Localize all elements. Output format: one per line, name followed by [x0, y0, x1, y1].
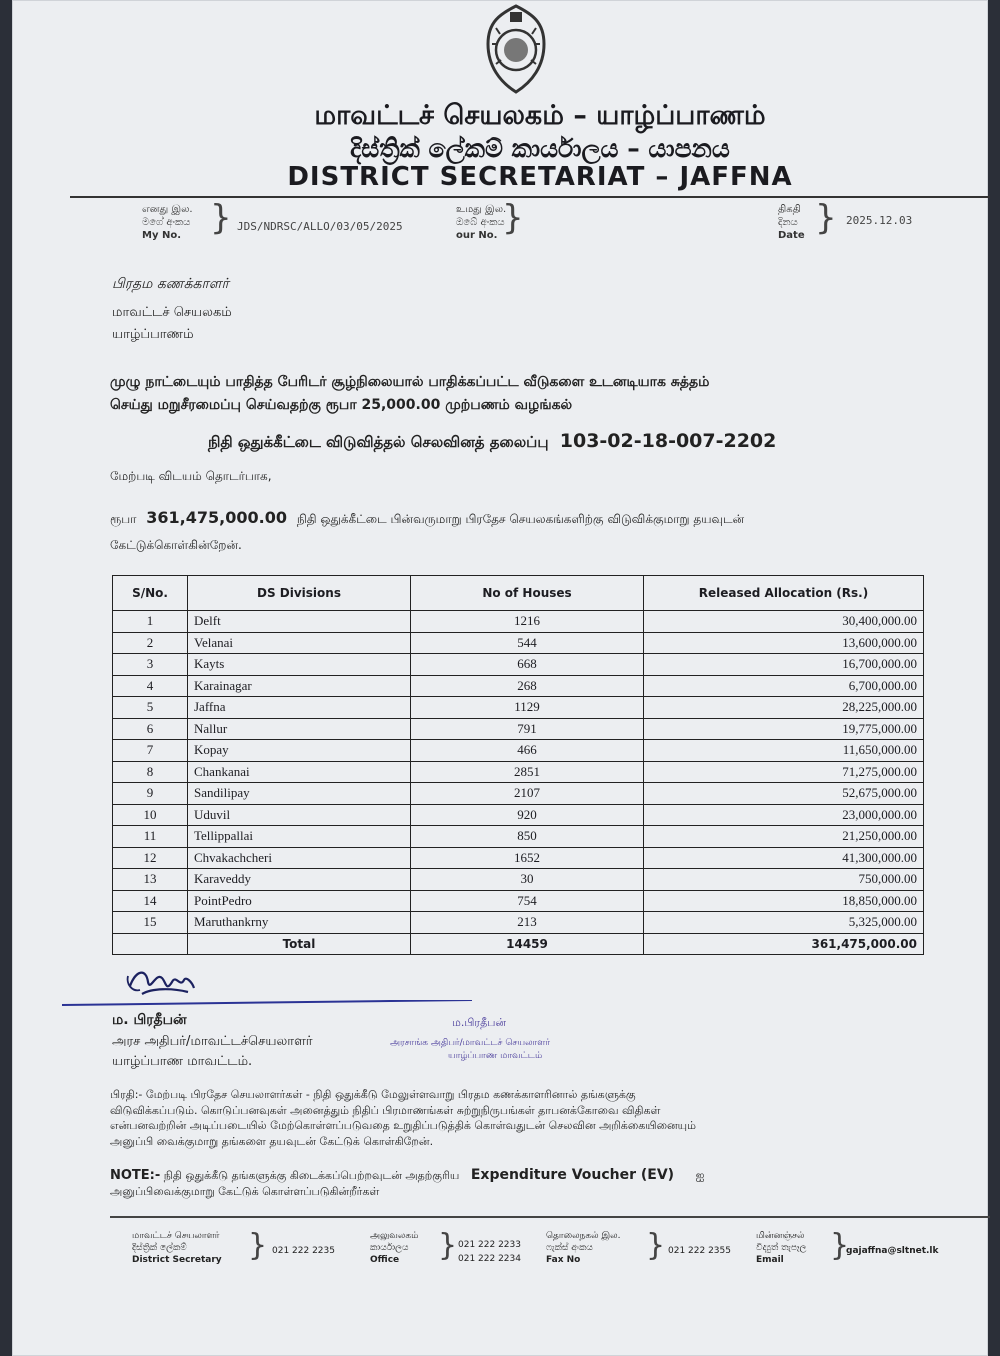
- total-empty-cell: [113, 933, 188, 955]
- footer-ds-sinhala: දිස්ත්‍රික් ලේකම්: [132, 1243, 187, 1253]
- total-label: Total: [188, 933, 411, 955]
- brace-icon: }: [438, 1228, 458, 1263]
- row-sno: 13: [113, 869, 188, 891]
- row-sno: 6: [113, 718, 188, 740]
- subject-line3: [208, 430, 776, 453]
- footer-fax-sinhala: ෆැක්ස් අංකය: [546, 1243, 593, 1253]
- national-emblem-icon: [480, 4, 552, 94]
- subject-line3-prefix: நிதி ஒதுக்கீட்டை விடுவித்தல் செலவினத் தலைப்பு: [208, 433, 549, 451]
- row-division: Jaffna: [188, 697, 411, 719]
- table-row: [113, 783, 924, 805]
- row-division: Chvakachcheri: [188, 847, 411, 869]
- header-sinhala: දිස්ත්‍රික් ලේකම් කාර්යාලය – යාපනය: [350, 134, 730, 163]
- row-allocation: 6,700,000.00: [644, 675, 924, 697]
- row-sno: 9: [113, 783, 188, 805]
- table-row: [113, 890, 924, 912]
- row-houses: 544: [411, 632, 644, 654]
- footer-ds-phone: 021 222 2235: [272, 1246, 335, 1256]
- row-sno: 11: [113, 826, 188, 848]
- row-houses: 30: [411, 869, 644, 891]
- table-row: [113, 654, 924, 676]
- row-allocation: 18,850,000.00: [644, 890, 924, 912]
- signatory-name: ம. பிரதீபன்: [112, 1012, 187, 1028]
- row-houses: 1216: [411, 611, 644, 633]
- header-no-of-houses: No of Houses: [411, 576, 644, 611]
- allocation-table: [112, 575, 924, 955]
- your-no-tamil: உமது இல.: [456, 204, 507, 215]
- total-allocation: 361,475,000.00: [644, 933, 924, 955]
- your-no-label: our No.: [456, 230, 498, 241]
- row-houses: 466: [411, 740, 644, 762]
- date-tamil: திகதி: [778, 204, 801, 215]
- date-sinhala: දිනය: [778, 217, 798, 228]
- signatory-place: யாழ்ப்பாண மாவட்டம்.: [112, 1054, 253, 1069]
- footer-fax-block: [546, 1230, 621, 1266]
- signatory-title: அரச அதிபர்/மாவட்டச்செயலாளர்: [112, 1034, 313, 1049]
- stamp-name: ம.பிரதீபன்: [452, 1016, 507, 1029]
- row-division: Sandilipay: [188, 783, 411, 805]
- row-allocation: 21,250,000.00: [644, 826, 924, 848]
- row-sno: 7: [113, 740, 188, 762]
- body-line2: கேட்டுக்கொள்கின்றேன்.: [110, 538, 242, 552]
- row-sno: 1: [113, 611, 188, 633]
- body-amount: 361,475,000.00: [146, 508, 287, 527]
- row-houses: 2851: [411, 761, 644, 783]
- body-prefix: ரூபா: [110, 512, 137, 526]
- row-sno: 12: [113, 847, 188, 869]
- my-no-tamil: எனது இல.: [142, 204, 193, 215]
- header-sno: S/No.: [113, 576, 188, 611]
- row-division: Nallur: [188, 718, 411, 740]
- brace-icon: }: [815, 198, 837, 238]
- table-row: [113, 826, 924, 848]
- header-ds-divisions: DS Divisions: [188, 576, 411, 611]
- footer-fax-tamil: தொலைநகல் இல.: [546, 1231, 621, 1241]
- header-released-allocation: Released Allocation (Rs.): [644, 576, 924, 611]
- brace-icon: }: [830, 1228, 850, 1263]
- row-sno: 10: [113, 804, 188, 826]
- row-allocation: 750,000.00: [644, 869, 924, 891]
- footer-office-label: Office: [370, 1255, 400, 1265]
- footer-office-block: [370, 1230, 418, 1266]
- row-houses: 791: [411, 718, 644, 740]
- date-value: 2025.12.03: [846, 214, 913, 227]
- row-division: Maruthankrny: [188, 912, 411, 934]
- row-allocation: 52,675,000.00: [644, 783, 924, 805]
- table-row: [113, 804, 924, 826]
- row-division: Uduvil: [188, 804, 411, 826]
- brace-icon: }: [210, 198, 232, 238]
- note-ev: Expenditure Voucher (EV): [470, 1167, 675, 1183]
- row-houses: 213: [411, 912, 644, 934]
- expenditure-head-code: 103-02-18-007-2202: [559, 430, 777, 452]
- header-divider: [70, 196, 990, 198]
- row-division: Velanai: [188, 632, 411, 654]
- row-allocation: 30,400,000.00: [644, 611, 924, 633]
- row-division: PointPedro: [188, 890, 411, 912]
- row-allocation: 23,000,000.00: [644, 804, 924, 826]
- footer-office-phone2: 021 222 2234: [458, 1254, 521, 1264]
- footer-office-sinhala: කාර්යාලය: [370, 1243, 409, 1253]
- brace-icon: }: [646, 1228, 666, 1263]
- copy-note: [110, 1087, 990, 1149]
- table-row: [113, 912, 924, 934]
- stamp-place: யாழ்ப்பாண மாவட்டம்: [448, 1051, 543, 1061]
- row-houses: 2107: [411, 783, 644, 805]
- row-division: Delft: [188, 611, 411, 633]
- table-row: [113, 740, 924, 762]
- footer-email-tamil: மின்னஞ்சல்: [756, 1231, 805, 1241]
- note-label: NOTE:-: [110, 1168, 161, 1183]
- brace-icon: }: [502, 198, 524, 238]
- subject-line2: செய்து மறுசீரமைப்பு செய்வதற்கு ரூபா 25,000.00 முற்பணம் வழங்கல்: [110, 397, 573, 413]
- row-division: Karainagar: [188, 675, 411, 697]
- row-allocation: 71,275,000.00: [644, 761, 924, 783]
- row-division: Tellippallai: [188, 826, 411, 848]
- body-line1-rest: நிதி ஒதுக்கீட்டை பின்வருமாறு பிரதேச செயலகங்களிற்கு விடுவிக்குமாறு தயவுடன்: [296, 512, 745, 526]
- my-no-label-block: [142, 203, 193, 242]
- row-houses: 1652: [411, 847, 644, 869]
- footer-fax-label: Fax No: [546, 1255, 581, 1265]
- row-houses: 268: [411, 675, 644, 697]
- footer-email-label: Email: [756, 1255, 784, 1265]
- row-division: Kayts: [188, 654, 411, 676]
- note-text: நிதி ஒதுக்கீடு தங்களுக்கு கிடைக்கப்பெற்றவுடன் அதற்குரிய: [163, 1169, 460, 1182]
- note-ev-suffix: ஐ: [695, 1169, 705, 1182]
- table-header-row: [113, 576, 924, 611]
- row-allocation: 28,225,000.00: [644, 697, 924, 719]
- row-allocation: 5,325,000.00: [644, 912, 924, 934]
- date-label: Date: [778, 230, 805, 241]
- brace-icon: }: [248, 1228, 268, 1263]
- table-row: [113, 632, 924, 654]
- header-tamil: மாவட்டச் செயலகம் – யாழ்ப்பாணம்: [314, 100, 766, 131]
- my-no-label: My No.: [142, 230, 181, 241]
- table-row: [113, 697, 924, 719]
- row-division: Kopay: [188, 740, 411, 762]
- addressee-line2: யாழ்ப்பாணம்: [112, 327, 194, 342]
- row-allocation: 16,700,000.00: [644, 654, 924, 676]
- your-no-sinhala: ඔබේ අංකය: [456, 217, 505, 228]
- stamp-title: அரசாங்க அதிபர்/மாவட்டச் செயலாளர்: [390, 1038, 551, 1048]
- note-line2: அனுப்பிவைக்குமாறு கேட்டுக் கொள்ளப்படுகின்றீர்கள்: [110, 1185, 380, 1198]
- footer-email-sinhala: විද්‍යුත් තැපෑල: [756, 1243, 807, 1253]
- row-allocation: 11,650,000.00: [644, 740, 924, 762]
- table-row: [113, 611, 924, 633]
- table-row: [113, 675, 924, 697]
- row-division: Karaveddy: [188, 869, 411, 891]
- row-sno: 14: [113, 890, 188, 912]
- row-sno: 8: [113, 761, 188, 783]
- header-english: DISTRICT SECRETARIAT – JAFFNA: [287, 162, 793, 192]
- row-houses: 920: [411, 804, 644, 826]
- footer-fax-value: 021 222 2355: [668, 1246, 731, 1256]
- footer-email-value[interactable]: gajaffna@sltnet.lk: [846, 1246, 939, 1256]
- row-allocation: 41,300,000.00: [644, 847, 924, 869]
- table-row: [113, 869, 924, 891]
- note-line1: [110, 1167, 990, 1184]
- row-houses: 1129: [411, 697, 644, 719]
- table-row: [113, 761, 924, 783]
- row-sno: 2: [113, 632, 188, 654]
- footer-email-block: [756, 1230, 806, 1266]
- my-no-value: JDS/NDRSC/ALLO/03/05/2025: [237, 220, 403, 233]
- footer-ds-block: [132, 1230, 222, 1266]
- row-houses: 850: [411, 826, 644, 848]
- my-no-sinhala: මගේ අංකය: [142, 217, 191, 228]
- subject-line1: முழு நாட்டையும் பாதித்த பேரிடர் சூழ்நிலையால் பாதிக்கப்பட்ட வீடுகளை உடனடியாக சுத்தம்: [110, 374, 710, 390]
- intro-line: மேற்படி விடயம் தொடர்பாக,: [110, 469, 272, 483]
- table-row: [113, 718, 924, 740]
- row-division: Chankanai: [188, 761, 411, 783]
- row-houses: 754: [411, 890, 644, 912]
- table-total-row: [113, 933, 924, 955]
- addressee-title: பிரதம கணக்காளர்: [112, 276, 229, 292]
- copy-note-line4: அனுப்பி வைக்குமாறு தங்களை தயவுடன் கேட்டுக் கொள்கிறேன்.: [110, 1134, 434, 1148]
- table-row: [113, 847, 924, 869]
- your-no-label-block: [456, 203, 506, 242]
- date-label-block: [778, 203, 805, 242]
- row-allocation: 19,775,000.00: [644, 718, 924, 740]
- row-houses: 668: [411, 654, 644, 676]
- total-houses: 14459: [411, 933, 644, 955]
- footer-office-tamil: அலுவலகம்: [370, 1231, 419, 1241]
- row-sno: 4: [113, 675, 188, 697]
- row-allocation: 13,600,000.00: [644, 632, 924, 654]
- body-line1: [110, 508, 970, 528]
- letter-page: [12, 0, 988, 1356]
- row-sno: 3: [113, 654, 188, 676]
- copy-note-line3: என்பனவற்றின் அடிப்படையில் மேற்கொள்ளப்படுவதை உறுதிப்படுத்திக் கொள்வதுடன் செலவின அறிக்கையினையும்: [110, 1119, 696, 1132]
- row-sno: 15: [113, 912, 188, 934]
- footer-ds-tamil: மாவட்டச் செயலாளர்: [132, 1231, 220, 1241]
- footer-office-phones: [458, 1238, 521, 1266]
- footer-divider: [110, 1216, 990, 1218]
- footer-ds-label: District Secretary: [132, 1255, 222, 1265]
- copy-note-line2: விடுவிக்கப்படும். கொடுப்பனவுகள் அனைத்தும் நிதிப் பிரமாணங்கள் சுற்றுநிருபங்கள் தாபனக்கோவை விதிகள்: [110, 1103, 661, 1117]
- addressee-line1: மாவட்டச் செயலகம்: [112, 305, 232, 320]
- row-sno: 5: [113, 697, 188, 719]
- copy-note-line1: பிரதி:- மேற்படி பிரதேச செயலாளர்கள் - நிதி ஒதுக்கீடு மேலுள்ளவாறு பிரதம கணக்காளரினால் தங்களுக்கு: [110, 1088, 636, 1101]
- footer-office-phone1: 021 222 2233: [458, 1240, 521, 1250]
